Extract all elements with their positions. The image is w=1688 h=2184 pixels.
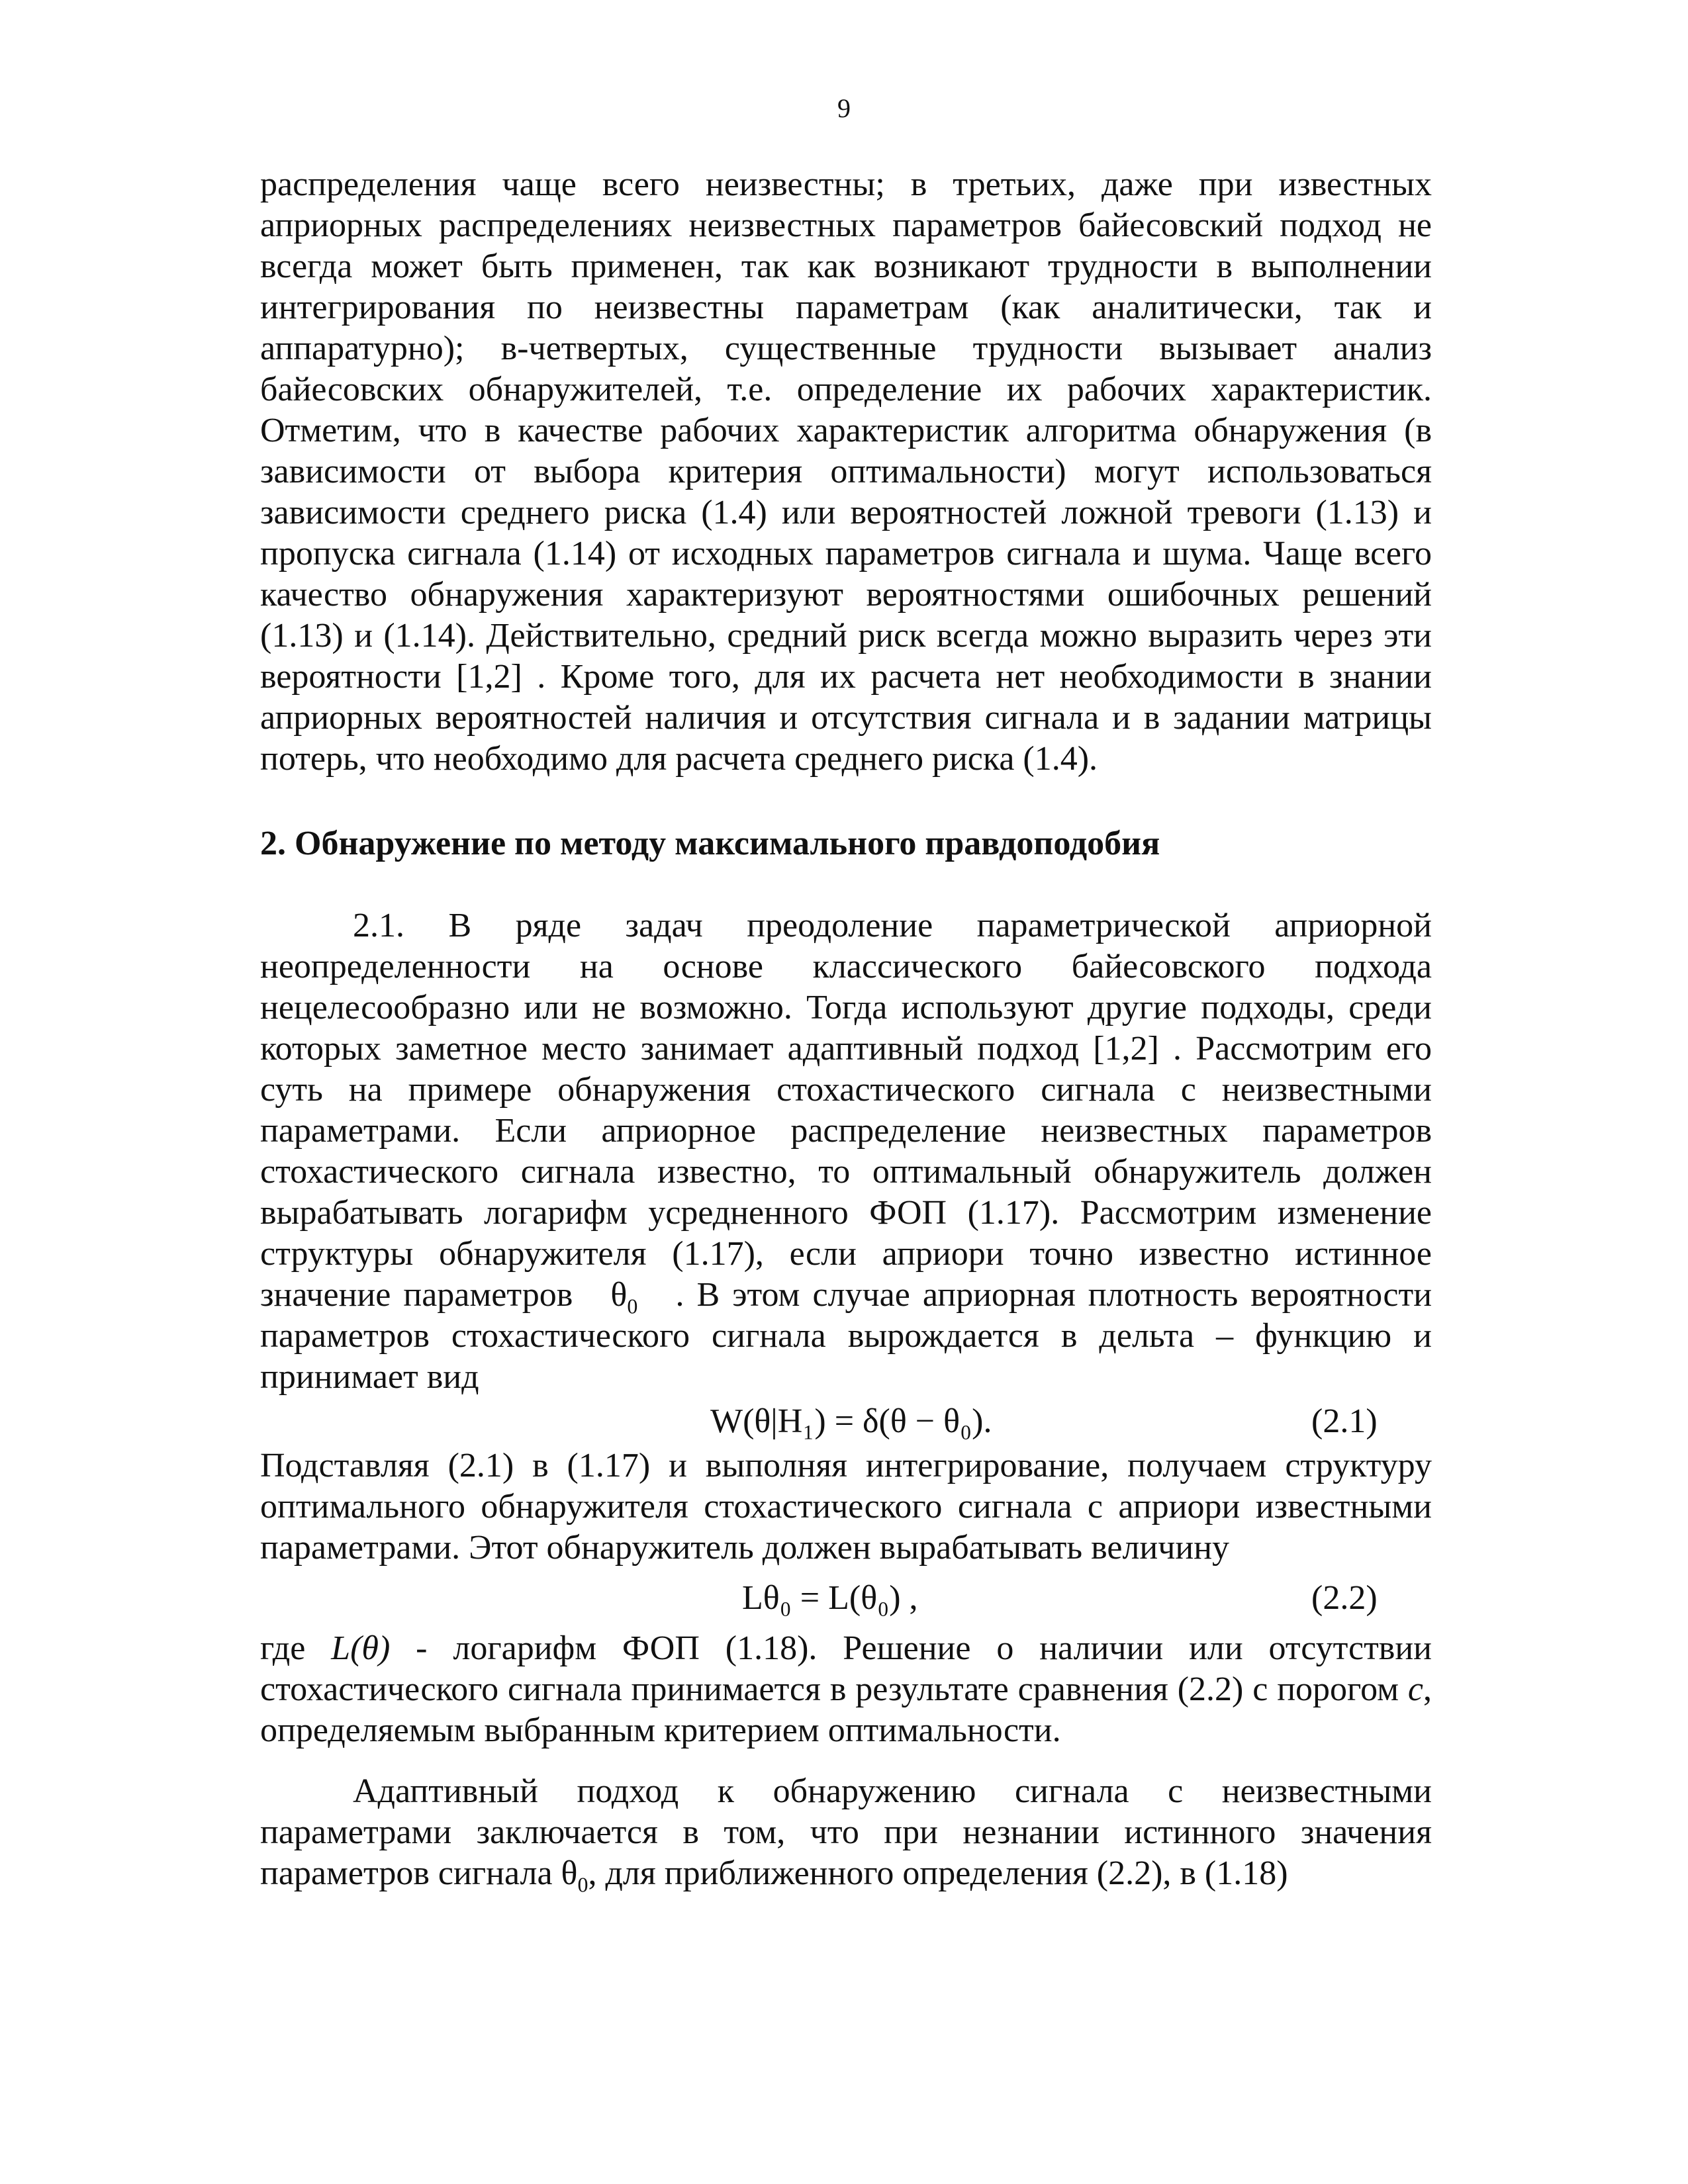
log-likelihood-symbol: L(θ) (331, 1629, 391, 1667)
paragraph-2-1-text-cont: . В этом случае априорная плотность вероятности параметров стохастического сигнала вырождается в дельта – функцию и принимает вид (260, 1276, 1432, 1396)
equation-2-1-body: W(θ|H₁) = δ(θ − θ₀). (710, 1402, 992, 1440)
equation-2-1 (260, 1398, 1432, 1445)
page-body (260, 164, 1432, 1897)
section-heading: 2. Обнаружение по методу максимального правдоподобия (260, 825, 1160, 862)
page-number: 9 (837, 93, 851, 123)
paragraph-adaptive: Адаптивный подход к обнаружению сигнала с неизвестными параметрами заключается в том, что при незнании истинного значения параметров сигнала $\theta_0$, для приближенного определения (2.2), в (1.18) (260, 1772, 1432, 1897)
equation-2-2-body: Lθ₀ = L(θ₀) , (742, 1579, 918, 1617)
theta-zero-symbol: $\theta_0$ (610, 1276, 638, 1318)
paragraph-continuation: распределения чаще всего неизвестны; в третьих, даже при известных априорных распределениях неизвестных параметров байесовский подход не всегда может быть применен, так как возникают трудности в выполнении интегрирования по неизвестны параметрам (как аналитически, так и аппаратурно); в-четвертых, существенные трудности вызывает анализ байесовских обнаружителей, т.е. определение их рабочих характеристик. Отметим, что в качестве рабочих характеристик алгоритма обнаружения (в зависимости от выбора критерия оптимальности) могут использоваться зависимости среднего риска (1.4) или вероятностей ложной тревоги (1.13) и пропуска сигнала (1.14) от исходных параметров сигнала и шума. Чаще всего качество обнаружения характеризуют вероятностями ошибочных решений (1.13) и (1.14). Действительно, средний риск всегда можно выразить через эти вероятности [1,2] . Кроме того, для их расчета нет необходимости в знании априорных вероятностей наличия и отсутствия сигнала и в задании матрицы потерь, что необходимо для расчета среднего риска (1.4). (260, 165, 1432, 778)
threshold-symbol: c (1407, 1670, 1424, 1708)
paragraph-substitution: Подставляя (2.1) в (1.17) и выполняя интегрирование, получаем структуру оптимального обнаружителя стохастического сигнала с априори известными параметрами. Этот обнаружитель должен вырабатывать величину (260, 1447, 1432, 1567)
theta-zero-symbol: $\theta_0$ (561, 1854, 588, 1897)
paragraph-2-1-text: 2.1. В ряде задач преодоление параметрической априорной неопределенности на основе классического байесовского подхода нецелесообразно или не возможно. Тогда используют другие подходы, среди которых заметное место занимает адаптивный подход [1,2] . Рассмотрим его суть на примере обнаружения стохастического сигнала с неизвестными параметрами. Если априорное распределение неизвестных параметров стохастического сигнала известно, то оптимальный обнаружитель должен вырабатывать логарифм усредненного ФОП (1.17). Рассмотрим изменение структуры обнаружителя (1.17), если априори точно известно истинное значение параметров (260, 907, 1432, 1314)
equation-2-2-number: (2.2) (1311, 1579, 1378, 1617)
equation-2-1-number: (2.1) (1311, 1402, 1378, 1440)
equation-2-2 (260, 1569, 1432, 1628)
paragraph-decision: где L(θ) - логарифм ФОП (1.18). Решение о наличии или отсутствии стохастического сигнала принимается в результате сравнения (2.2) с порогом c, определяемым выбранным критерием оптимальности. (260, 1629, 1432, 1749)
paragraph-2-1 (260, 905, 1432, 1398)
